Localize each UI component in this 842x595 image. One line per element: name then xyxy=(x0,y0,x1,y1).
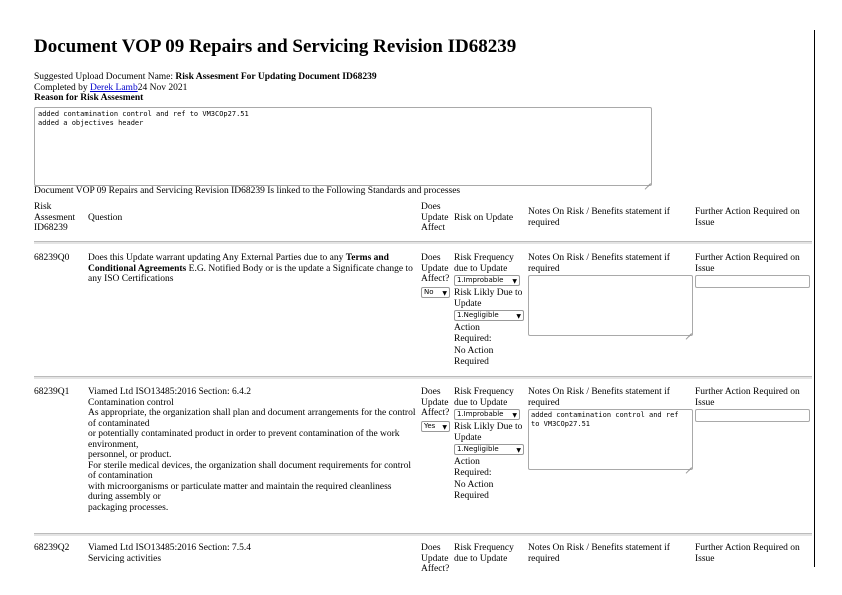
col-header-notes: Notes On Risk / Benefits statement if required xyxy=(528,207,670,228)
col-header-question: Question xyxy=(88,213,123,223)
further-action-input[interactable] xyxy=(695,275,810,288)
risk-frequency-value: 1.Improbable xyxy=(457,276,504,284)
reason-label xyxy=(34,93,377,104)
risk-likely-value: 1.Negligible xyxy=(457,445,499,453)
question-line: personnel, or product. xyxy=(88,450,172,460)
question-line: As appropriate, the organization shall plan and document arrangements for the control of contaminated xyxy=(88,408,416,429)
chevron-down-icon: ▼ xyxy=(516,313,521,320)
question-line: For sterile medical devices, the organization shall document requirements for control of contamination xyxy=(88,460,411,481)
row-id: 68239Q2 xyxy=(34,543,70,553)
further-action-label: Further Action Required on Issue xyxy=(695,253,800,274)
row-id: 68239Q1 xyxy=(34,387,70,397)
question-line: Viamed Ltd ISO13485:2016 Section: 7.5.4 xyxy=(88,543,252,553)
does-update-affect-label: Does Update Affect? xyxy=(421,253,450,284)
question-line: Contamination control xyxy=(88,397,174,408)
affect-select-value: No xyxy=(424,288,434,296)
completed-by-link[interactable]: Derek Lamb xyxy=(89,82,138,93)
question-line: Viamed Ltd ISO13485:2016 Section: 6.4.2 xyxy=(88,387,252,397)
row-question xyxy=(88,543,418,564)
risk-frequency-select[interactable] xyxy=(454,409,520,420)
does-update-affect-label: Does Update Affect? xyxy=(421,387,450,418)
affect-select[interactable] xyxy=(421,287,450,298)
chevron-down-icon: ▼ xyxy=(512,278,517,285)
col-header-risk-assesment: Risk Assesment ID68239 xyxy=(34,202,76,233)
question-text-end: E.G. Notified Body or is the update a Significate change to any ISO Certifications xyxy=(88,263,413,284)
action-required-label: Action Required: xyxy=(454,457,492,478)
action-required-label: Action Required: xyxy=(454,323,492,344)
chevron-down-icon: ▼ xyxy=(516,447,521,454)
risk-likely-select[interactable] xyxy=(454,444,524,455)
notes-label: Notes On Risk / Benefits statement if required xyxy=(528,387,670,408)
suggested-name-line xyxy=(34,72,377,83)
document-meta xyxy=(34,72,377,104)
col-header-affect: Does Update Affect xyxy=(421,202,449,233)
row-separator xyxy=(34,533,812,536)
question-line: or potentially contaminated product in order to prevent contamination of the work environment, xyxy=(88,429,400,450)
question-line: packaging processes. xyxy=(88,502,169,513)
risk-frequency-label: Risk Frequency due to Update xyxy=(454,543,514,564)
chevron-down-icon: ▼ xyxy=(512,412,517,419)
does-update-affect-label: Does Update Affect? xyxy=(421,543,450,574)
col-header-further-action: Further Action Required on Issue xyxy=(695,207,800,228)
col-header-risk: Risk on Update xyxy=(454,213,514,223)
further-action-label: Further Action Required on Issue xyxy=(695,387,800,408)
notes-label: Notes On Risk / Benefits statement if required xyxy=(528,253,670,274)
page-right-border xyxy=(814,30,815,567)
row-question xyxy=(88,387,418,513)
resize-grip-icon[interactable] xyxy=(645,178,651,184)
notes-textarea[interactable] xyxy=(528,275,693,336)
action-required-value: No Action Required xyxy=(454,480,494,501)
risk-likely-label: Risk Likly Due to Update xyxy=(454,422,523,443)
reason-textarea[interactable]: added contamination control and ref to VM3COp27.51 added a objectives header xyxy=(34,107,652,186)
risk-frequency-select[interactable] xyxy=(454,275,520,286)
risk-frequency-label: Risk Frequency due to Update xyxy=(454,253,514,274)
row-id: 68239Q0 xyxy=(34,253,70,263)
risk-likely-select[interactable] xyxy=(454,310,524,321)
suggested-name-label: Suggested Upload Document Name: xyxy=(34,72,176,82)
further-action-input[interactable] xyxy=(695,409,810,422)
notes-textarea[interactable]: added contamination control and ref to VM3COp27.51 xyxy=(528,409,693,470)
risk-likely-label: Risk Likly Due to Update xyxy=(454,288,523,309)
row-separator xyxy=(34,376,812,379)
affect-select[interactable] xyxy=(421,421,450,432)
notes-label: Notes On Risk / Benefits statement if required xyxy=(528,543,670,564)
reason-label-text: Reason for Risk Assesment xyxy=(34,93,144,103)
action-required-value: No Action Required xyxy=(454,346,494,367)
page-title: Document VOP 09 Repairs and Servicing Revision ID68239 xyxy=(34,36,517,57)
completed-date: 24 Nov 2021 xyxy=(137,82,188,93)
further-action-label: Further Action Required on Issue xyxy=(695,543,800,564)
question-line: Servicing activities xyxy=(88,553,162,564)
row-question xyxy=(88,253,418,285)
affect-select-value: Yes xyxy=(424,422,436,430)
row-separator xyxy=(34,241,812,244)
risk-likely-value: 1.Negligible xyxy=(457,311,499,319)
resize-grip-icon[interactable] xyxy=(686,328,692,334)
question-bold-text: Terms and Conditional Agreements xyxy=(88,253,389,274)
chevron-down-icon: ▼ xyxy=(442,424,447,431)
chevron-down-icon: ▼ xyxy=(442,290,447,297)
completed-line xyxy=(34,83,377,94)
resize-grip-icon[interactable] xyxy=(686,462,692,468)
question-line: with microorganisms or particulate matter and maintain the required cleanliness during assembly or xyxy=(88,481,392,502)
suggested-name-value: Risk Assesment For Updating Document ID68239 xyxy=(175,72,377,82)
question-text: Does this Update warrant updating Any External Parties due to any xyxy=(88,253,346,263)
linked-standards-text: Document VOP 09 Repairs and Servicing Revision ID68239 Is linked to the Following Standards and processes xyxy=(34,186,461,196)
risk-frequency-value: 1.Improbable xyxy=(457,410,504,418)
risk-frequency-label: Risk Frequency due to Update xyxy=(454,387,514,408)
completed-label: Completed by xyxy=(34,82,90,93)
